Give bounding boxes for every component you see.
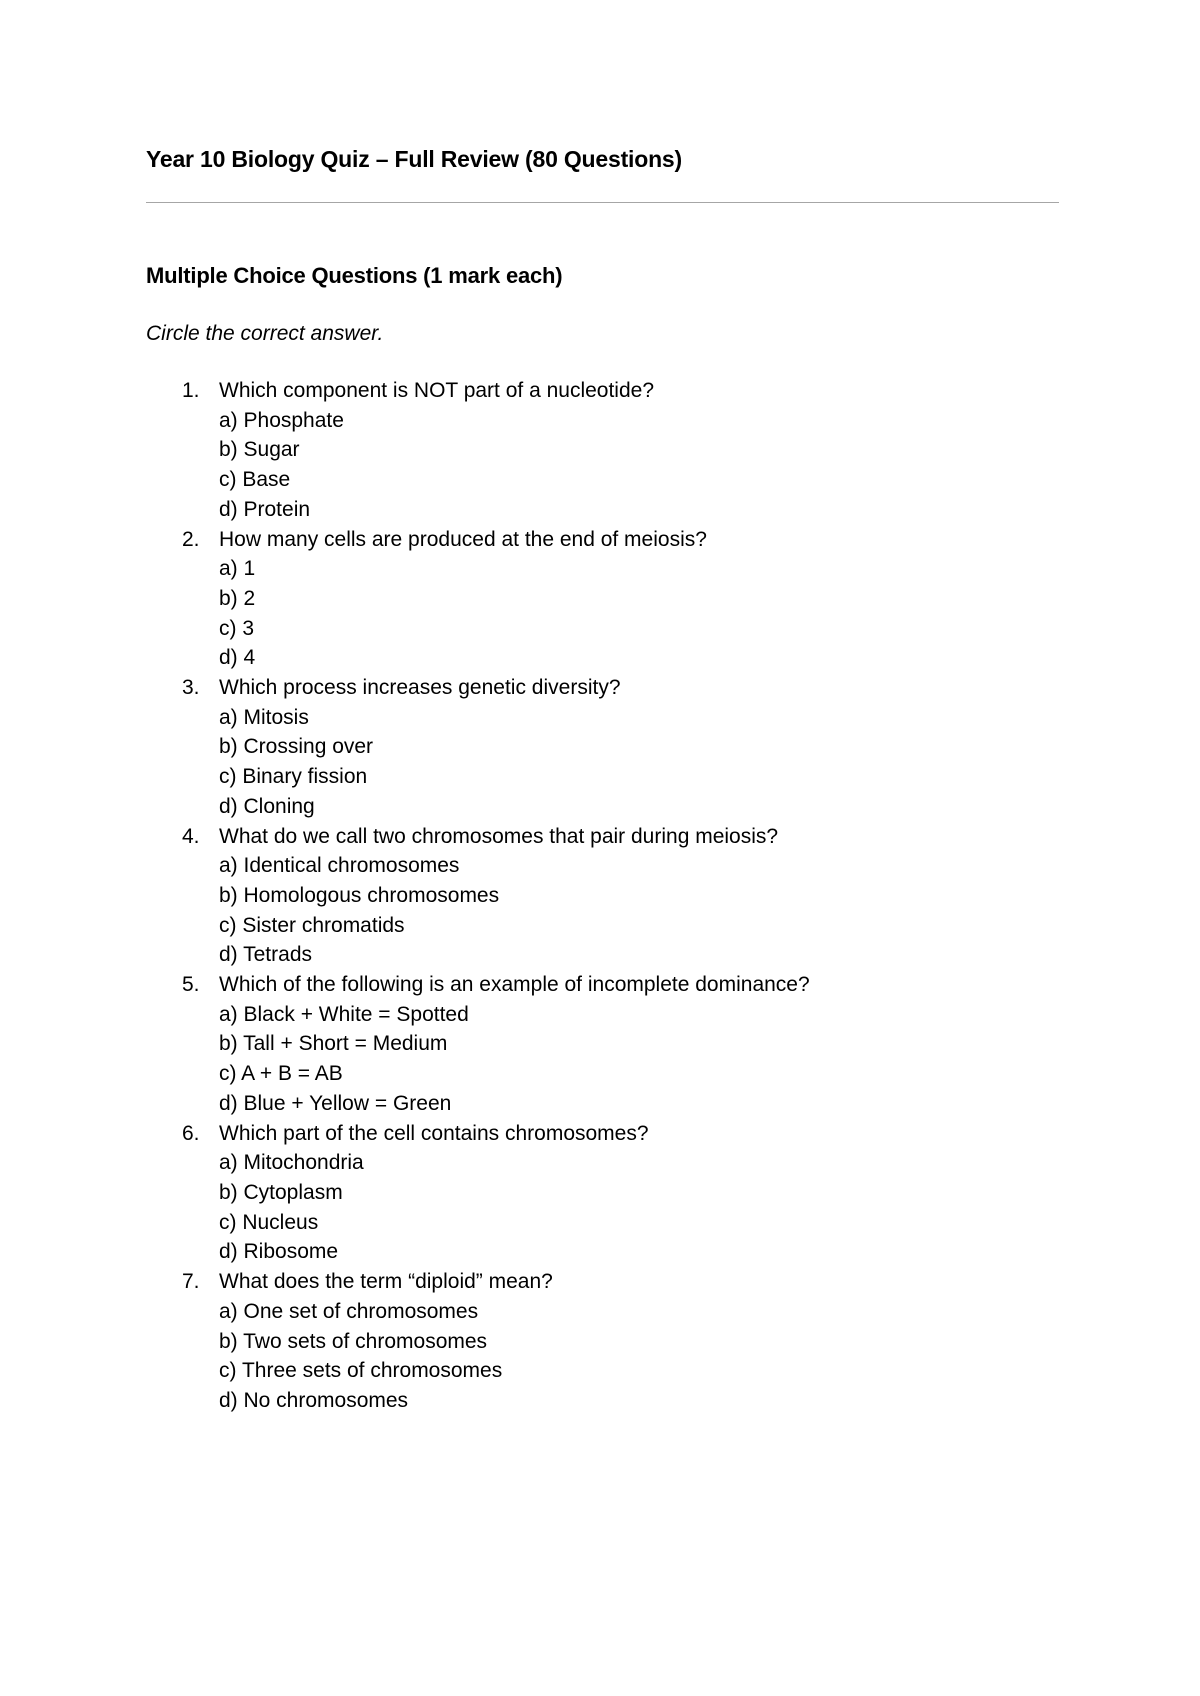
- question-item: [146, 1267, 810, 1416]
- answer-option: c) 3: [219, 616, 255, 640]
- question-item: [146, 970, 810, 1119]
- answer-option: c) Binary fission: [219, 765, 368, 789]
- question-item: [146, 376, 810, 525]
- answer-option: d) Blue + Yellow = Green: [219, 1091, 452, 1115]
- answer-option: a) Phosphate: [219, 408, 344, 432]
- answer-options: [219, 703, 810, 822]
- question-number: 6.: [182, 1121, 200, 1145]
- answer-option: b) Crossing over: [219, 735, 374, 759]
- answer-option: b) Cytoplasm: [219, 1180, 343, 1204]
- question-item: [146, 1119, 810, 1268]
- question-text: Which process increases genetic diversity?: [219, 676, 621, 700]
- answer-option: b) Sugar: [219, 438, 300, 462]
- answer-option: a) 1: [219, 557, 256, 581]
- question-text: Which component is NOT part of a nucleotide?: [219, 379, 655, 402]
- question-number: 2.: [182, 527, 200, 551]
- answer-option: d) Ribosome: [219, 1240, 339, 1264]
- question-item: [146, 525, 810, 674]
- answer-option: d) No chromosomes: [219, 1388, 409, 1412]
- answer-option: a) Mitochondria: [219, 1151, 364, 1175]
- question-text: How many cells are produced at the end of meiosis?: [219, 527, 707, 551]
- answer-option: d) 4: [219, 646, 256, 670]
- question-number: 3.: [182, 676, 200, 700]
- answer-options: [219, 1000, 810, 1119]
- answer-option: b) Tall + Short = Medium: [219, 1032, 448, 1056]
- answer-option: a) Mitosis: [219, 705, 309, 729]
- answer-options: [219, 406, 810, 525]
- question-number: 4.: [182, 824, 200, 848]
- answer-option: b) Two sets of chromosomes: [219, 1329, 488, 1353]
- answer-option: d) Cloning: [219, 794, 315, 818]
- question-text: What do we call two chromosomes that pair during meiosis?: [219, 824, 779, 848]
- question-text: Which of the following is an example of incomplete dominance?: [219, 973, 810, 997]
- question-text: Which part of the cell contains chromosomes?: [219, 1121, 649, 1145]
- answer-option: b) Homologous chromosomes: [219, 883, 500, 907]
- question-item: [146, 673, 810, 822]
- answer-options: [219, 851, 810, 970]
- answer-option: c) Base: [219, 468, 291, 492]
- question-list: [146, 376, 810, 1416]
- question-text: What does the term “diploid” mean?: [219, 1270, 553, 1294]
- question-item: [146, 822, 810, 971]
- answer-option: a) Identical chromosomes: [219, 854, 460, 878]
- section-heading: Multiple Choice Questions (1 mark each): [146, 263, 563, 288]
- horizontal-divider: [146, 202, 1059, 203]
- answer-option: c) A + B = AB: [219, 1062, 343, 1086]
- instructions-text: Circle the correct answer.: [146, 322, 384, 345]
- answer-option: d) Tetrads: [219, 943, 312, 967]
- answer-option: a) One set of chromosomes: [219, 1299, 479, 1323]
- answer-option: c) Three sets of chromosomes: [219, 1359, 503, 1383]
- question-number: 1.: [182, 379, 200, 402]
- question-number: 7.: [182, 1270, 200, 1294]
- answer-option: d) Protein: [219, 497, 311, 521]
- answer-option: a) Black + White = Spotted: [219, 1002, 469, 1026]
- answer-option: c) Sister chromatids: [219, 913, 405, 937]
- answer-option: c) Nucleus: [219, 1210, 319, 1234]
- question-number: 5.: [182, 973, 200, 997]
- answer-options: [219, 554, 810, 673]
- document-title: Year 10 Biology Quiz – Full Review (80 Questions): [146, 146, 682, 172]
- answer-option: b) 2: [219, 586, 256, 610]
- answer-options: [219, 1297, 810, 1416]
- answer-options: [219, 1148, 810, 1267]
